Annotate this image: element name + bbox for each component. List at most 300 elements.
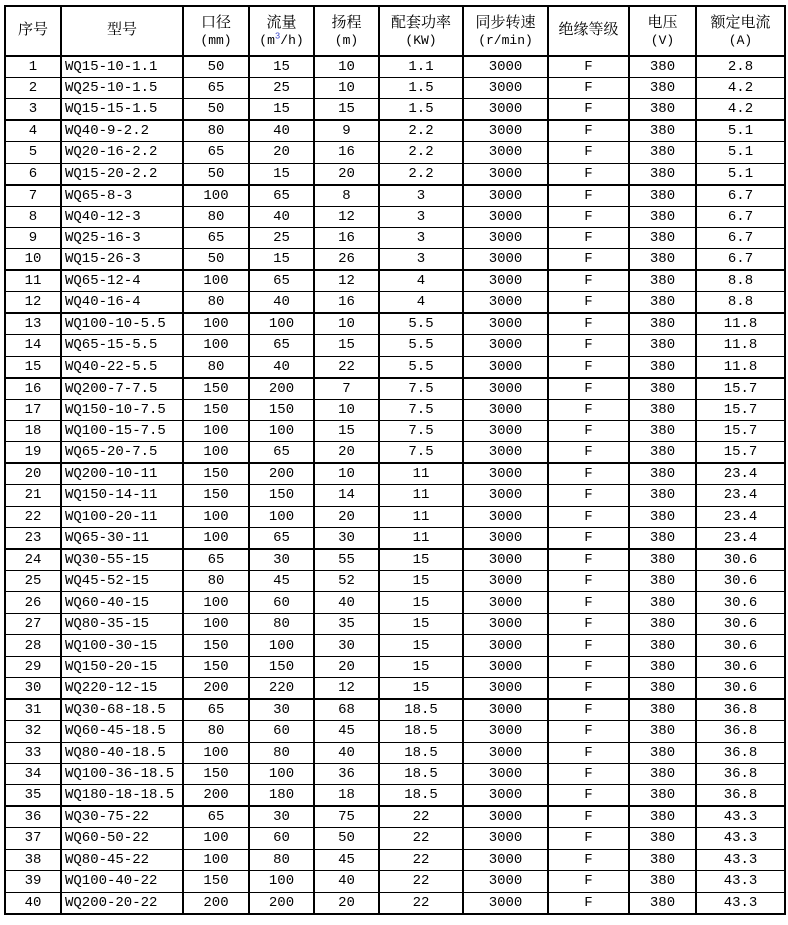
cell-model: WQ60-45-18.5 bbox=[61, 721, 183, 742]
cell-diameter: 200 bbox=[183, 785, 249, 806]
cell-diameter: 65 bbox=[183, 142, 249, 163]
cell-model: WQ40-9-2.2 bbox=[61, 120, 183, 141]
cell-diameter: 100 bbox=[183, 528, 249, 549]
cell-voltage: 380 bbox=[629, 763, 696, 784]
col-label-current: 额定电流 bbox=[710, 14, 771, 32]
cell-serial: 27 bbox=[5, 613, 61, 634]
table-row bbox=[5, 571, 785, 592]
cell-serial: 8 bbox=[5, 206, 61, 227]
table-row bbox=[5, 335, 785, 356]
cell-current: 15.7 bbox=[696, 399, 785, 420]
cell-diameter: 50 bbox=[183, 249, 249, 270]
cell-flow: 15 bbox=[249, 249, 314, 270]
cell-voltage: 380 bbox=[629, 485, 696, 506]
cell-flow: 200 bbox=[249, 378, 314, 399]
cell-flow: 100 bbox=[249, 871, 314, 892]
table-body bbox=[5, 56, 785, 914]
cell-diameter: 150 bbox=[183, 485, 249, 506]
cell-serial: 20 bbox=[5, 463, 61, 484]
table-row bbox=[5, 292, 785, 313]
cell-insulation: F bbox=[548, 571, 629, 592]
cell-diameter: 150 bbox=[183, 399, 249, 420]
cell-voltage: 380 bbox=[629, 228, 696, 249]
table-row bbox=[5, 420, 785, 441]
col-unit-current: (A) bbox=[728, 32, 753, 48]
col-label-flow: 流量 bbox=[266, 14, 297, 32]
cell-serial: 39 bbox=[5, 871, 61, 892]
cell-voltage: 380 bbox=[629, 699, 696, 720]
cell-power: 1.1 bbox=[379, 56, 463, 77]
table-row bbox=[5, 356, 785, 377]
cell-power: 7.5 bbox=[379, 378, 463, 399]
cell-model: WQ150-20-15 bbox=[61, 656, 183, 677]
cell-insulation: F bbox=[548, 742, 629, 763]
cell-power: 15 bbox=[379, 571, 463, 592]
col-unit-diameter: (mm) bbox=[200, 32, 232, 48]
cell-serial: 18 bbox=[5, 420, 61, 441]
cell-serial: 35 bbox=[5, 785, 61, 806]
table-row bbox=[5, 721, 785, 742]
cell-insulation: F bbox=[548, 763, 629, 784]
cell-model: WQ40-12-3 bbox=[61, 206, 183, 227]
table-row bbox=[5, 528, 785, 549]
cell-insulation: F bbox=[548, 292, 629, 313]
cell-flow: 65 bbox=[249, 335, 314, 356]
cell-insulation: F bbox=[548, 420, 629, 441]
cell-insulation: F bbox=[548, 356, 629, 377]
col-header-current bbox=[696, 6, 785, 56]
cell-diameter: 65 bbox=[183, 699, 249, 720]
table-row bbox=[5, 871, 785, 892]
cell-flow: 40 bbox=[249, 356, 314, 377]
cell-diameter: 80 bbox=[183, 120, 249, 141]
cell-speed: 3000 bbox=[463, 356, 548, 377]
cell-speed: 3000 bbox=[463, 270, 548, 291]
cell-current: 30.6 bbox=[696, 678, 785, 699]
cell-speed: 3000 bbox=[463, 206, 548, 227]
table-row bbox=[5, 77, 785, 98]
cell-head: 22 bbox=[314, 356, 379, 377]
cell-power: 4 bbox=[379, 292, 463, 313]
cell-head: 36 bbox=[314, 763, 379, 784]
cell-voltage: 380 bbox=[629, 613, 696, 634]
cell-insulation: F bbox=[548, 613, 629, 634]
cell-voltage: 380 bbox=[629, 249, 696, 270]
cell-flow: 30 bbox=[249, 699, 314, 720]
cell-speed: 3000 bbox=[463, 592, 548, 613]
cell-current: 30.6 bbox=[696, 635, 785, 656]
cell-current: 30.6 bbox=[696, 549, 785, 570]
cell-model: WQ200-10-11 bbox=[61, 463, 183, 484]
cell-current: 6.7 bbox=[696, 228, 785, 249]
cell-voltage: 380 bbox=[629, 335, 696, 356]
cell-voltage: 380 bbox=[629, 463, 696, 484]
cell-model: WQ220-12-15 bbox=[61, 678, 183, 699]
col-label-voltage: 电压 bbox=[647, 14, 678, 32]
table-row bbox=[5, 99, 785, 120]
cell-power: 15 bbox=[379, 635, 463, 656]
cell-flow: 220 bbox=[249, 678, 314, 699]
cell-diameter: 100 bbox=[183, 185, 249, 206]
cell-current: 30.6 bbox=[696, 571, 785, 592]
cell-model: WQ20-16-2.2 bbox=[61, 142, 183, 163]
cell-flow: 20 bbox=[249, 142, 314, 163]
cell-head: 20 bbox=[314, 506, 379, 527]
cell-diameter: 100 bbox=[183, 335, 249, 356]
cell-current: 43.3 bbox=[696, 806, 785, 827]
cell-diameter: 100 bbox=[183, 313, 249, 334]
cell-head: 12 bbox=[314, 678, 379, 699]
cell-model: WQ100-40-22 bbox=[61, 871, 183, 892]
cell-voltage: 380 bbox=[629, 56, 696, 77]
cell-model: WQ45-52-15 bbox=[61, 571, 183, 592]
cell-head: 30 bbox=[314, 635, 379, 656]
pump-spec-table bbox=[4, 5, 786, 915]
cell-speed: 3000 bbox=[463, 399, 548, 420]
table-row bbox=[5, 313, 785, 334]
table-row bbox=[5, 592, 785, 613]
table-row bbox=[5, 185, 785, 206]
cell-flow: 60 bbox=[249, 721, 314, 742]
cell-insulation: F bbox=[548, 335, 629, 356]
cell-power: 5.5 bbox=[379, 335, 463, 356]
cell-current: 11.8 bbox=[696, 335, 785, 356]
table-row bbox=[5, 206, 785, 227]
col-header-power bbox=[379, 6, 463, 56]
col-unit-speed: (r/min) bbox=[478, 32, 533, 48]
cell-current: 15.7 bbox=[696, 442, 785, 463]
cell-serial: 30 bbox=[5, 678, 61, 699]
table-row bbox=[5, 378, 785, 399]
cell-power: 5.5 bbox=[379, 356, 463, 377]
cell-speed: 3000 bbox=[463, 892, 548, 913]
cell-model: WQ30-55-15 bbox=[61, 549, 183, 570]
cell-diameter: 80 bbox=[183, 571, 249, 592]
cell-diameter: 200 bbox=[183, 892, 249, 913]
cell-serial: 12 bbox=[5, 292, 61, 313]
cell-head: 40 bbox=[314, 592, 379, 613]
table-row bbox=[5, 763, 785, 784]
cell-insulation: F bbox=[548, 892, 629, 913]
col-label-head: 扬程 bbox=[331, 14, 362, 32]
col-header-insulation bbox=[548, 6, 629, 56]
cell-model: WQ65-12-4 bbox=[61, 270, 183, 291]
cell-model: WQ80-35-15 bbox=[61, 613, 183, 634]
cell-speed: 3000 bbox=[463, 163, 548, 184]
cell-serial: 26 bbox=[5, 592, 61, 613]
cell-current: 23.4 bbox=[696, 528, 785, 549]
cell-model: WQ100-15-7.5 bbox=[61, 420, 183, 441]
table-row bbox=[5, 120, 785, 141]
cell-current: 23.4 bbox=[696, 485, 785, 506]
table-row bbox=[5, 699, 785, 720]
cell-serial: 10 bbox=[5, 249, 61, 270]
cell-serial: 23 bbox=[5, 528, 61, 549]
cell-current: 11.8 bbox=[696, 313, 785, 334]
cell-diameter: 65 bbox=[183, 228, 249, 249]
table-row bbox=[5, 463, 785, 484]
cell-current: 15.7 bbox=[696, 378, 785, 399]
cell-voltage: 380 bbox=[629, 549, 696, 570]
cell-flow: 30 bbox=[249, 549, 314, 570]
table-row bbox=[5, 249, 785, 270]
cell-insulation: F bbox=[548, 785, 629, 806]
cell-insulation: F bbox=[548, 206, 629, 227]
cell-power: 15 bbox=[379, 592, 463, 613]
cell-head: 15 bbox=[314, 335, 379, 356]
cell-voltage: 380 bbox=[629, 742, 696, 763]
cell-flow: 100 bbox=[249, 763, 314, 784]
cell-diameter: 100 bbox=[183, 270, 249, 291]
cell-flow: 60 bbox=[249, 592, 314, 613]
cell-voltage: 380 bbox=[629, 592, 696, 613]
cell-insulation: F bbox=[548, 56, 629, 77]
cell-head: 16 bbox=[314, 142, 379, 163]
cell-voltage: 380 bbox=[629, 77, 696, 98]
cell-serial: 32 bbox=[5, 721, 61, 742]
cell-head: 18 bbox=[314, 785, 379, 806]
cell-flow: 60 bbox=[249, 828, 314, 849]
cell-head: 12 bbox=[314, 270, 379, 291]
cell-serial: 40 bbox=[5, 892, 61, 913]
col-label-model: 型号 bbox=[106, 22, 137, 39]
cell-power: 7.5 bbox=[379, 399, 463, 420]
col-header-head bbox=[314, 6, 379, 56]
cell-power: 5.5 bbox=[379, 313, 463, 334]
cell-diameter: 150 bbox=[183, 378, 249, 399]
cell-insulation: F bbox=[548, 442, 629, 463]
cell-serial: 5 bbox=[5, 142, 61, 163]
cell-head: 8 bbox=[314, 185, 379, 206]
cell-speed: 3000 bbox=[463, 571, 548, 592]
cell-model: WQ80-45-22 bbox=[61, 849, 183, 870]
cell-voltage: 380 bbox=[629, 528, 696, 549]
cell-flow: 65 bbox=[249, 185, 314, 206]
cell-serial: 11 bbox=[5, 270, 61, 291]
cell-flow: 80 bbox=[249, 849, 314, 870]
col-header-model bbox=[61, 6, 183, 56]
cell-diameter: 50 bbox=[183, 56, 249, 77]
cell-voltage: 380 bbox=[629, 378, 696, 399]
cell-head: 40 bbox=[314, 742, 379, 763]
cell-voltage: 380 bbox=[629, 399, 696, 420]
cell-model: WQ65-20-7.5 bbox=[61, 442, 183, 463]
cell-speed: 3000 bbox=[463, 506, 548, 527]
cell-diameter: 150 bbox=[183, 871, 249, 892]
cell-insulation: F bbox=[548, 485, 629, 506]
cell-model: WQ40-22-5.5 bbox=[61, 356, 183, 377]
cell-speed: 3000 bbox=[463, 528, 548, 549]
col-unit-head: (m) bbox=[334, 32, 359, 48]
cell-insulation: F bbox=[548, 699, 629, 720]
cell-diameter: 100 bbox=[183, 506, 249, 527]
cell-head: 20 bbox=[314, 892, 379, 913]
cell-voltage: 380 bbox=[629, 571, 696, 592]
cell-power: 3 bbox=[379, 228, 463, 249]
cell-current: 30.6 bbox=[696, 592, 785, 613]
cell-model: WQ65-8-3 bbox=[61, 185, 183, 206]
cell-voltage: 380 bbox=[629, 142, 696, 163]
cell-diameter: 100 bbox=[183, 592, 249, 613]
cell-diameter: 80 bbox=[183, 356, 249, 377]
cell-power: 15 bbox=[379, 613, 463, 634]
cell-speed: 3000 bbox=[463, 420, 548, 441]
table-row bbox=[5, 506, 785, 527]
cell-serial: 38 bbox=[5, 849, 61, 870]
cell-current: 36.8 bbox=[696, 742, 785, 763]
cell-serial: 29 bbox=[5, 656, 61, 677]
cell-diameter: 100 bbox=[183, 742, 249, 763]
cell-voltage: 380 bbox=[629, 292, 696, 313]
cell-head: 68 bbox=[314, 699, 379, 720]
cell-head: 20 bbox=[314, 442, 379, 463]
cell-model: WQ15-10-1.1 bbox=[61, 56, 183, 77]
cell-head: 55 bbox=[314, 549, 379, 570]
cell-power: 18.5 bbox=[379, 699, 463, 720]
cell-head: 10 bbox=[314, 56, 379, 77]
cell-power: 18.5 bbox=[379, 763, 463, 784]
cell-speed: 3000 bbox=[463, 763, 548, 784]
cell-diameter: 100 bbox=[183, 849, 249, 870]
cell-diameter: 50 bbox=[183, 163, 249, 184]
cell-power: 11 bbox=[379, 528, 463, 549]
cell-insulation: F bbox=[548, 592, 629, 613]
cell-head: 16 bbox=[314, 228, 379, 249]
cell-diameter: 65 bbox=[183, 77, 249, 98]
cell-insulation: F bbox=[548, 378, 629, 399]
cell-model: WQ30-75-22 bbox=[61, 806, 183, 827]
table-row bbox=[5, 635, 785, 656]
cell-current: 5.1 bbox=[696, 120, 785, 141]
cell-voltage: 380 bbox=[629, 635, 696, 656]
cell-speed: 3000 bbox=[463, 120, 548, 141]
cell-power: 7.5 bbox=[379, 420, 463, 441]
cell-speed: 3000 bbox=[463, 549, 548, 570]
cell-power: 22 bbox=[379, 828, 463, 849]
cell-power: 22 bbox=[379, 892, 463, 913]
cell-power: 4 bbox=[379, 270, 463, 291]
cell-power: 22 bbox=[379, 806, 463, 827]
cell-flow: 40 bbox=[249, 206, 314, 227]
cell-insulation: F bbox=[548, 163, 629, 184]
cell-speed: 3000 bbox=[463, 742, 548, 763]
cell-voltage: 380 bbox=[629, 270, 696, 291]
cell-insulation: F bbox=[548, 806, 629, 827]
cell-model: WQ200-7-7.5 bbox=[61, 378, 183, 399]
cell-speed: 3000 bbox=[463, 828, 548, 849]
cell-serial: 14 bbox=[5, 335, 61, 356]
cell-head: 9 bbox=[314, 120, 379, 141]
flow-unit-prefix: (m bbox=[259, 32, 275, 48]
cell-diameter: 200 bbox=[183, 678, 249, 699]
table-row bbox=[5, 892, 785, 913]
cell-flow: 65 bbox=[249, 270, 314, 291]
table-row bbox=[5, 485, 785, 506]
cell-serial: 37 bbox=[5, 828, 61, 849]
cell-head: 52 bbox=[314, 571, 379, 592]
cell-diameter: 65 bbox=[183, 549, 249, 570]
cell-flow: 180 bbox=[249, 785, 314, 806]
cell-current: 43.3 bbox=[696, 892, 785, 913]
cell-speed: 3000 bbox=[463, 463, 548, 484]
cell-current: 5.1 bbox=[696, 163, 785, 184]
cell-flow: 100 bbox=[249, 635, 314, 656]
cell-head: 15 bbox=[314, 99, 379, 120]
cell-flow: 150 bbox=[249, 485, 314, 506]
table-row bbox=[5, 806, 785, 827]
cell-current: 43.3 bbox=[696, 849, 785, 870]
cell-head: 16 bbox=[314, 292, 379, 313]
cell-flow: 15 bbox=[249, 56, 314, 77]
cell-insulation: F bbox=[548, 185, 629, 206]
table-row bbox=[5, 549, 785, 570]
cell-model: WQ15-26-3 bbox=[61, 249, 183, 270]
cell-power: 3 bbox=[379, 185, 463, 206]
cell-head: 45 bbox=[314, 849, 379, 870]
cell-current: 4.2 bbox=[696, 77, 785, 98]
cell-insulation: F bbox=[548, 120, 629, 141]
cell-voltage: 380 bbox=[629, 185, 696, 206]
cell-current: 30.6 bbox=[696, 656, 785, 677]
cell-insulation: F bbox=[548, 528, 629, 549]
cell-serial: 16 bbox=[5, 378, 61, 399]
cell-voltage: 380 bbox=[629, 678, 696, 699]
cell-speed: 3000 bbox=[463, 228, 548, 249]
cell-serial: 6 bbox=[5, 163, 61, 184]
cell-serial: 21 bbox=[5, 485, 61, 506]
flow-unit-suffix: /h) bbox=[280, 32, 304, 48]
cell-insulation: F bbox=[548, 678, 629, 699]
cell-voltage: 380 bbox=[629, 849, 696, 870]
cell-model: WQ100-10-5.5 bbox=[61, 313, 183, 334]
cell-insulation: F bbox=[548, 871, 629, 892]
header-row bbox=[5, 6, 785, 56]
cell-diameter: 150 bbox=[183, 463, 249, 484]
cell-flow: 15 bbox=[249, 163, 314, 184]
cell-power: 15 bbox=[379, 656, 463, 677]
cell-speed: 3000 bbox=[463, 806, 548, 827]
cell-head: 10 bbox=[314, 399, 379, 420]
cell-current: 8.8 bbox=[696, 270, 785, 291]
cell-flow: 25 bbox=[249, 228, 314, 249]
cell-voltage: 380 bbox=[629, 420, 696, 441]
cell-power: 11 bbox=[379, 506, 463, 527]
cell-insulation: F bbox=[548, 270, 629, 291]
cell-flow: 100 bbox=[249, 420, 314, 441]
cell-current: 6.7 bbox=[696, 185, 785, 206]
cell-flow: 80 bbox=[249, 742, 314, 763]
cell-speed: 3000 bbox=[463, 442, 548, 463]
cell-serial: 3 bbox=[5, 99, 61, 120]
table-row bbox=[5, 678, 785, 699]
cell-power: 18.5 bbox=[379, 742, 463, 763]
cell-diameter: 100 bbox=[183, 442, 249, 463]
col-unit-voltage: (V) bbox=[650, 32, 675, 48]
table-row bbox=[5, 142, 785, 163]
cell-flow: 100 bbox=[249, 313, 314, 334]
cell-diameter: 65 bbox=[183, 806, 249, 827]
cell-current: 6.7 bbox=[696, 249, 785, 270]
cell-power: 18.5 bbox=[379, 721, 463, 742]
cell-current: 15.7 bbox=[696, 420, 785, 441]
cell-insulation: F bbox=[548, 828, 629, 849]
cell-current: 43.3 bbox=[696, 828, 785, 849]
cell-speed: 3000 bbox=[463, 99, 548, 120]
cell-voltage: 380 bbox=[629, 785, 696, 806]
cell-model: WQ25-10-1.5 bbox=[61, 77, 183, 98]
cell-power: 11 bbox=[379, 485, 463, 506]
cell-power: 2.2 bbox=[379, 163, 463, 184]
